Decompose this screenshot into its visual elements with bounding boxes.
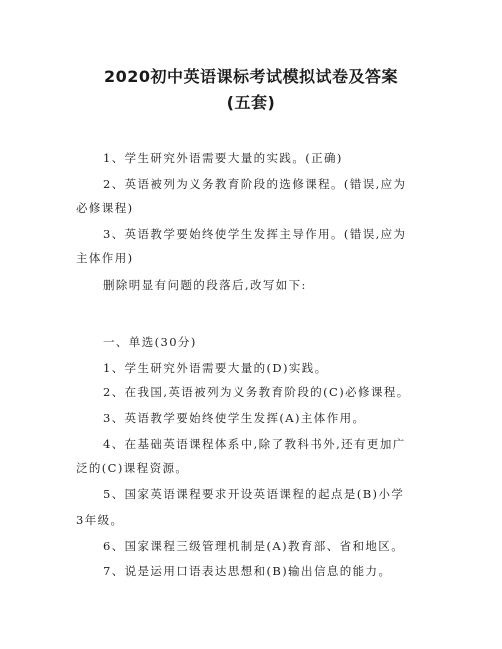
- intro-line-2: 2、英语被列为义务教育阶段的选修课程。(错误,应为: [103, 177, 407, 191]
- intro-line-1: 1、学生研究外语需要大量的实践。(正确): [103, 151, 343, 165]
- document-subtitle: (五套): [226, 93, 276, 112]
- intro-line-3: 3、英语教学要始终使学生发挥主导作用。(错误,应为: [103, 227, 407, 241]
- question-5: 5、国家英语课程要求开设英语课程的起点是(B)小学: [103, 487, 405, 501]
- intro-line-2-cont: 必修课程): [76, 201, 134, 215]
- question-1: 1、学生研究外语需要大量的(D)实践。: [103, 361, 328, 375]
- question-6: 6、国家课程三级管理机制是(A)教育部、省和地区。: [103, 539, 405, 553]
- question-4: 4、在基础英语课程体系中,除了教科书外,还有更加广: [103, 437, 406, 451]
- document-title: 2020初中英语课标考试模拟试卷及答案: [103, 67, 399, 86]
- question-4-cont: 泛的(C)课程资源。: [76, 461, 189, 475]
- question-3: 3、英语教学要始终使学生发挥(A)主体作用。: [103, 411, 366, 425]
- question-7: 7、说是运用口语表达思想和(B)输出信息的能力。: [103, 564, 392, 578]
- question-2: 2、在我国,英语被列为义务教育阶段的(C)必修课程。: [103, 385, 410, 399]
- question-5-cont: 3年级。: [76, 513, 124, 527]
- section-heading: 一、单选(30分): [103, 335, 197, 349]
- intro-note: 删除明显有问题的段落后,改写如下:: [103, 278, 307, 292]
- intro-line-3-cont: 主体作用): [76, 251, 134, 265]
